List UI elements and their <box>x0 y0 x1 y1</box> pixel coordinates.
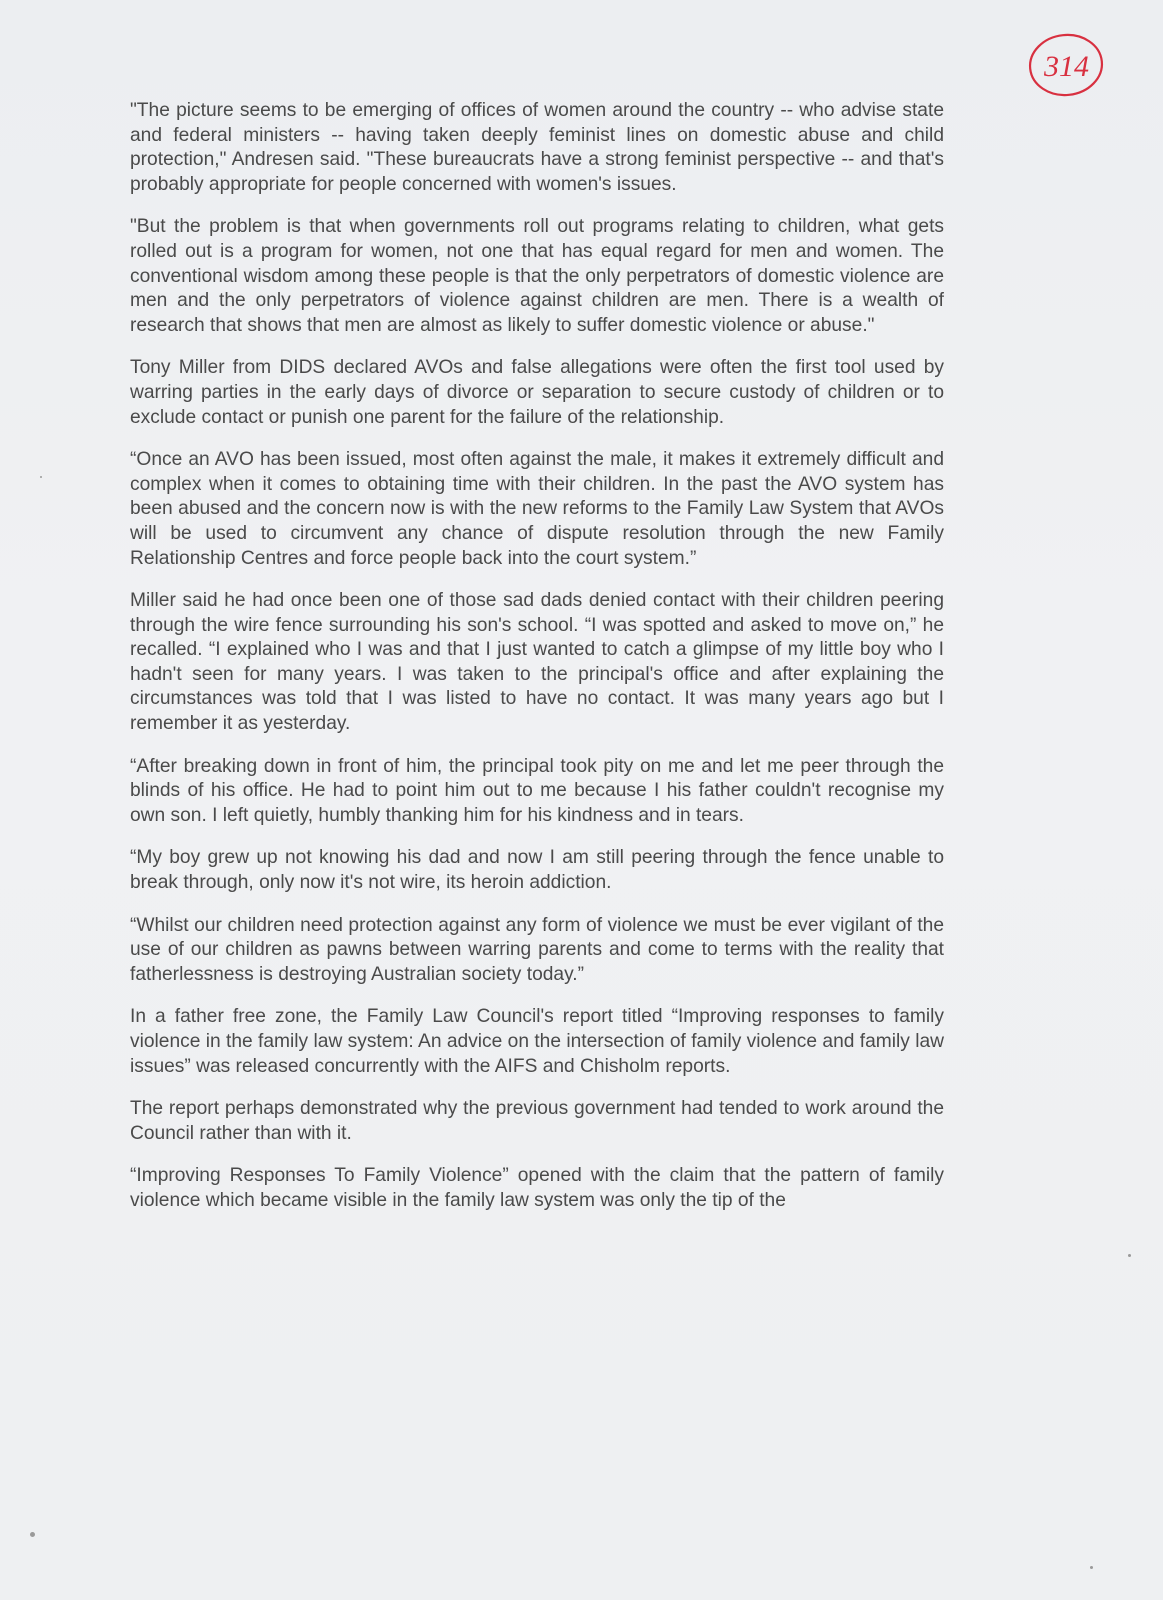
paragraph: In a father free zone, the Family Law Council's report titled “Improving responses to family violence in the family law system: An advice on the intersection of family violence and family law issues” was released concurrently with the AIFS and Chisholm reports. <box>130 1006 944 1077</box>
scan-speck <box>30 1532 35 1537</box>
paragraph: Tony Miller from DIDS declared AVOs and false allegations were often the first tool used by warring parties in the early days of divorce or separation to secure custody of children or to exclude contact or punish one parent for the failure of the relationship. <box>130 357 944 428</box>
article-body <box>130 99 944 1232</box>
scan-speck <box>1090 1566 1093 1569</box>
paragraph: “Whilst our children need protection against any form of violence we must be ever vigilant of the use of our children as pawns between warring parents and come to terms with the reality that fatherlessness is destroying Australian society today.” <box>130 914 944 985</box>
paragraph: “My boy grew up not knowing his dad and now I am still peering through the fence unable to break through, only now it's not wire, its heroin addiction. <box>130 847 944 894</box>
paragraph: "But the problem is that when governments roll out programs relating to children, what gets rolled out is a program for women, not one that has equal regard for men and women. The conventional wisdom among these people is that the only perpetrators of domestic violence are men and the only perpetrators of violence against children are men. There is a wealth of research that shows that men are almost as likely to suffer domestic violence or abuse." <box>130 216 944 336</box>
paragraph: “After breaking down in front of him, the principal took pity on me and let me peer through the blinds of his office. He had to point him out to me because I his father couldn't recognise my own son. I left quietly, humbly thanking him for his kindness and in tears. <box>130 755 944 826</box>
scan-speck <box>1128 1254 1131 1257</box>
paragraph: "The picture seems to be emerging of offices of women around the country -- who advise state and federal ministers -- having taken deeply feminist lines on domestic abuse and child protection," Andresen said. "These bureaucrats have a strong feminist perspective -- and that's probably appropriate for people concerned with women's issues. <box>130 100 944 195</box>
page-number-text: 314 <box>1044 50 1089 83</box>
paragraph: “Once an AVO has been issued, most often against the male, it makes it extremely difficult and complex when it comes to obtaining time with their children. In the past the AVO system has been abused and the concern now is with the new reforms to the Family Law System that AVOs will be used to circumvent any chance of dispute resolution through the new Family Relationship Centres and force people back into the court system.” <box>130 449 944 569</box>
scan-speck <box>40 476 42 478</box>
handwritten-page-number <box>1026 30 1112 102</box>
paragraph: Miller said he had once been one of those sad dads denied contact with their children peering through the wire fence surrounding his son's school. “I was spotted and asked to move on,” he recalled. “I explained who I was and that I just wanted to catch a glimpse of my little boy who I hadn't seen for many years. I was taken to the principal's office and after explaining the circumstances was told that I was listed to have no contact. It was many years ago but I remember it as yesterday. <box>130 590 944 735</box>
paragraph: “Improving Responses To Family Violence” opened with the claim that the pattern of family violence which became visible in the family law system was only the tip of the <box>130 1165 944 1211</box>
page-number-annotation-icon <box>1026 30 1112 102</box>
paragraph: The report perhaps demonstrated why the previous government had tended to work around the Council rather than with it. <box>130 1098 944 1144</box>
